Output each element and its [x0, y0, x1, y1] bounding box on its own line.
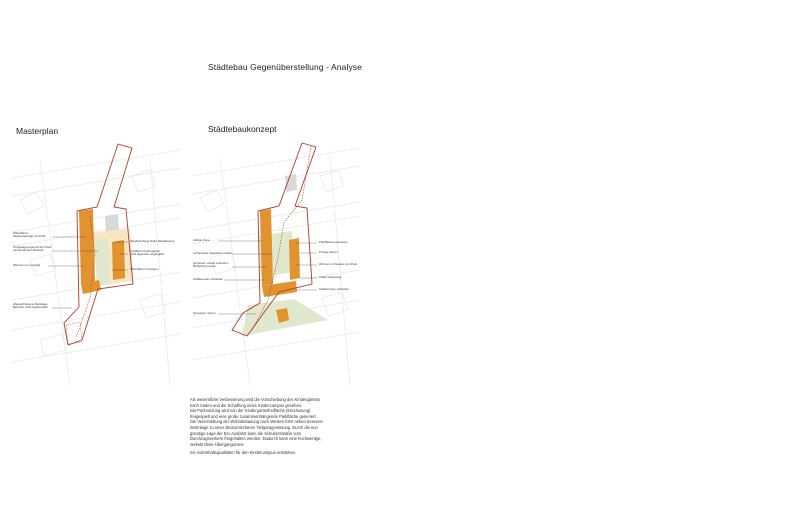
- konzept-label-7: Private Gärten: [319, 250, 338, 254]
- konzept-building-west: [260, 209, 273, 286]
- description: Als wesentliche Verbesserung wird die Vorschiebung des Kindergartens nach Süden und die Schaffung eines Kindercampus gesehen. Die Parknutzung wird von der Kindergartenfreifläche (Einzäunung) freigespielt und eine große zusammenhängende Parkfläche generiert. Die Verschiebung der Wohnbebauung nach Westen führt neben besserer Wohnlage zu einer ökonomischeren Tiefgaragenlösung. Durch die nun günstige Lage der Ein-Ausfahrt kann die Schubertstraße vom Durchzugsverkehr freigehalten werden. Dadurch kann eine hochwertige, verkehrsfreie Übergangszone mit Aufenthaltsqualitäten für den Kindercampus entstehen.: [190, 397, 323, 456]
- masterplan-park-area: [95, 238, 110, 286]
- masterplan-label-2: Tiefgarage begrenzt den Park mit räumlichen Abstand: [13, 245, 52, 253]
- konzept-label-1: Aufbau Zone: [193, 238, 210, 242]
- masterplan-label-6: Freifläche Kindergarten nicht allgemein zugänglich: [130, 249, 164, 257]
- konzept-label-10: Straßenraum schließen: [319, 287, 350, 291]
- masterplan-label-4: Abgeschlossene Randlage Bereiche nicht angebunden: [13, 302, 49, 310]
- masterplan-title: Masterplan: [16, 126, 59, 136]
- konzept-label-2: vorhandene Vegetation nutzen: [193, 251, 233, 255]
- konzept-building-east: [289, 238, 300, 280]
- konzept-gray-block: [285, 174, 297, 192]
- main-title: Städtebau Gegenüberstellung - Analyse: [208, 62, 362, 72]
- masterplan-building-east: [112, 240, 125, 280]
- masterplan-label-1: Öffentlichen Kastnerpassage mit Park: [13, 231, 46, 239]
- masterplan-label-3: Wohnen nur einseitig: [13, 263, 41, 267]
- konzept-label-3: Grünraum visuell verbinden Beziehung nutzen: [193, 261, 229, 269]
- masterplan-label-7: Öffentlicher Grünraum: [130, 267, 159, 271]
- konzept-title: Städtebaukonzept: [208, 124, 277, 134]
- konzept-label-5: Synergien nutzen: [193, 311, 216, 315]
- konzept-label-6: Parkflächenoptimieren: [319, 240, 348, 244]
- konzept-label-4: Straßenraum schließen: [193, 277, 224, 281]
- konzept-label-9: Urban Gardening: [319, 275, 342, 279]
- masterplan-label-5: Wegbeziehung bleibt Randbauung: [130, 239, 175, 243]
- konzept-label-8: Wohnen im Westen zum Park: [319, 262, 358, 266]
